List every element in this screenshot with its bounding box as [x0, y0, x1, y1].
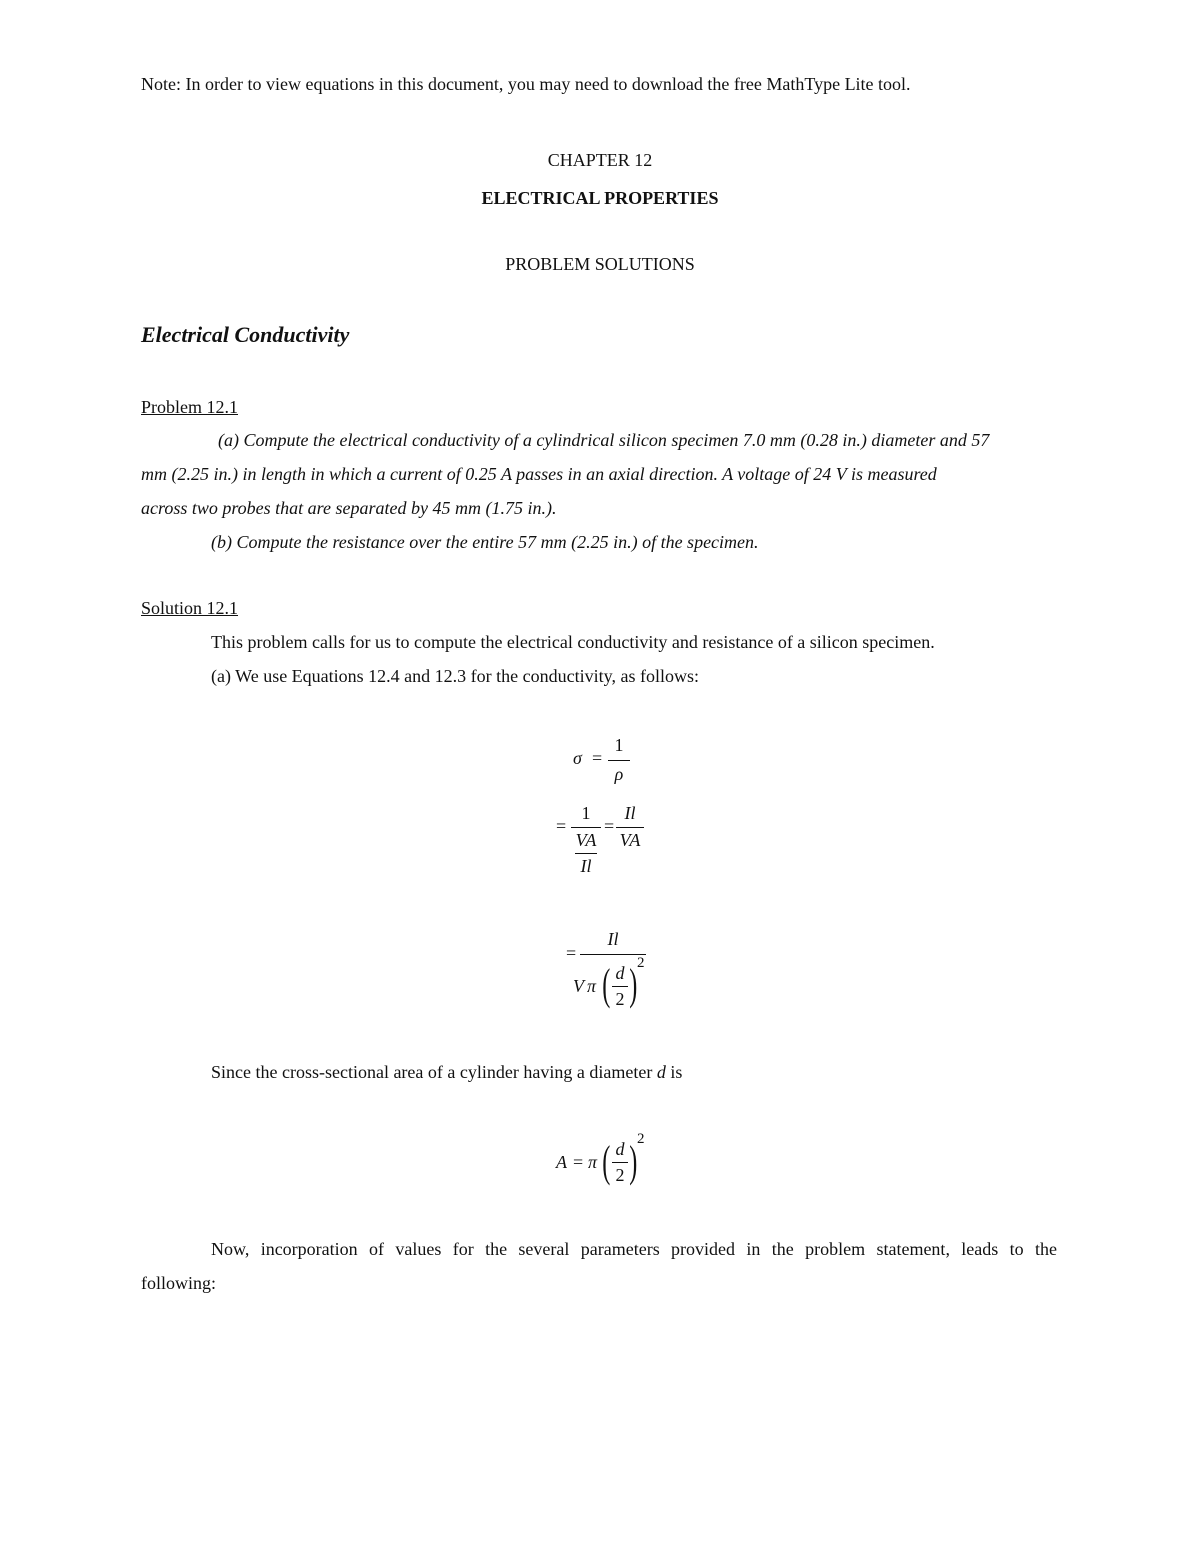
- eq3-pi: π: [587, 976, 597, 996]
- solution-intro: This problem calls for us to compute the electrical conductivity and resistance of a silicon specimen.: [211, 632, 935, 652]
- eq3-numerator: Il: [607, 929, 619, 949]
- eq1-denominator: ρ: [614, 764, 624, 784]
- values-paragraph-line1: Now, incorporation of values for the several parameters provided in the problem statement, leads to the: [211, 1239, 1057, 1259]
- problem-label: Problem 12.1: [141, 397, 238, 417]
- eq4-right-paren: ): [629, 1137, 638, 1186]
- solution-part-a: (a) We use Equations 12.4 and 12.3 for the conductivity, as follows:: [211, 666, 699, 686]
- problem-part-b: (b) Compute the resistance over the entire 57 mm (2.25 in.) of the specimen.: [211, 532, 759, 552]
- eq2-right-bar: [616, 827, 644, 828]
- problem-part-a-line1: (a) Compute the electrical conductivity of a cylindrical silicon specimen 7.0 mm (0.28 in.) diameter and 57: [218, 430, 990, 450]
- eq1-sigma: σ: [573, 748, 582, 768]
- problem-part-a-line2: mm (2.25 in.) in length in which a current of 0.25 A passes in an axial direction. A voltage of 24 V is measured: [141, 464, 937, 484]
- eq4-pi: π: [588, 1152, 598, 1172]
- eq2-inner-den: Il: [580, 856, 592, 876]
- eq2-equals-2: =: [604, 816, 615, 836]
- eq4-equals: =: [573, 1152, 584, 1172]
- section-heading: Electrical Conductivity: [141, 322, 350, 347]
- eq1-equals: =: [592, 748, 603, 768]
- eq3-inner-bar: [612, 986, 628, 987]
- solution-label: Solution 12.1: [141, 598, 239, 618]
- eq3-V: V: [573, 976, 584, 996]
- eq2-main-bar: [571, 827, 601, 828]
- eq2-numerator: 1: [581, 803, 591, 823]
- eq3-exponent: 2: [637, 955, 645, 971]
- eq3-inner-den: 2: [615, 989, 625, 1009]
- problem-solutions-subtitle: PROBLEM SOLUTIONS: [505, 254, 695, 274]
- eq3-left-paren: (: [602, 960, 611, 1009]
- values-paragraph-line2: following:: [141, 1273, 216, 1293]
- chapter-number: CHAPTER 12: [547, 150, 653, 170]
- eq3-right-paren: ): [629, 960, 638, 1009]
- problem-part-a-line3: across two probes that are separated by 45 mm (1.75 in.).: [141, 498, 557, 518]
- eq4-inner-bar: [612, 1162, 628, 1163]
- cross-section-var-d: d: [656, 1062, 666, 1082]
- cross-section-text-pre: Since the cross-sectional area of a cylinder having a diameter: [211, 1062, 657, 1082]
- eq4-inner-den: 2: [615, 1165, 625, 1185]
- cross-section-sentence: [211, 1061, 682, 1083]
- cross-section-text-post: is: [665, 1062, 683, 1082]
- eq2-right-num: Il: [624, 803, 636, 823]
- eq3-inner-num: d: [615, 963, 625, 983]
- eq2-inner-num: VA: [575, 830, 597, 850]
- eq4-exponent: 2: [637, 1131, 645, 1147]
- eq1-fraction-bar: [608, 760, 630, 761]
- eq4-left-paren: (: [602, 1137, 611, 1186]
- mathtype-note: Note: In order to view equations in this document, you may need to download the free MathType Lite tool.: [141, 74, 911, 94]
- eq2-inner-bar: [575, 853, 597, 854]
- eq2-equals-1: =: [556, 816, 567, 836]
- eq4-A: A: [556, 1152, 567, 1172]
- eq3-equals: =: [566, 943, 577, 963]
- eq1-numerator: 1: [614, 735, 624, 755]
- chapter-title: ELECTRICAL PROPERTIES: [481, 188, 719, 208]
- eq2-right-den: VA: [619, 830, 641, 850]
- eq4-inner-num: d: [615, 1139, 625, 1159]
